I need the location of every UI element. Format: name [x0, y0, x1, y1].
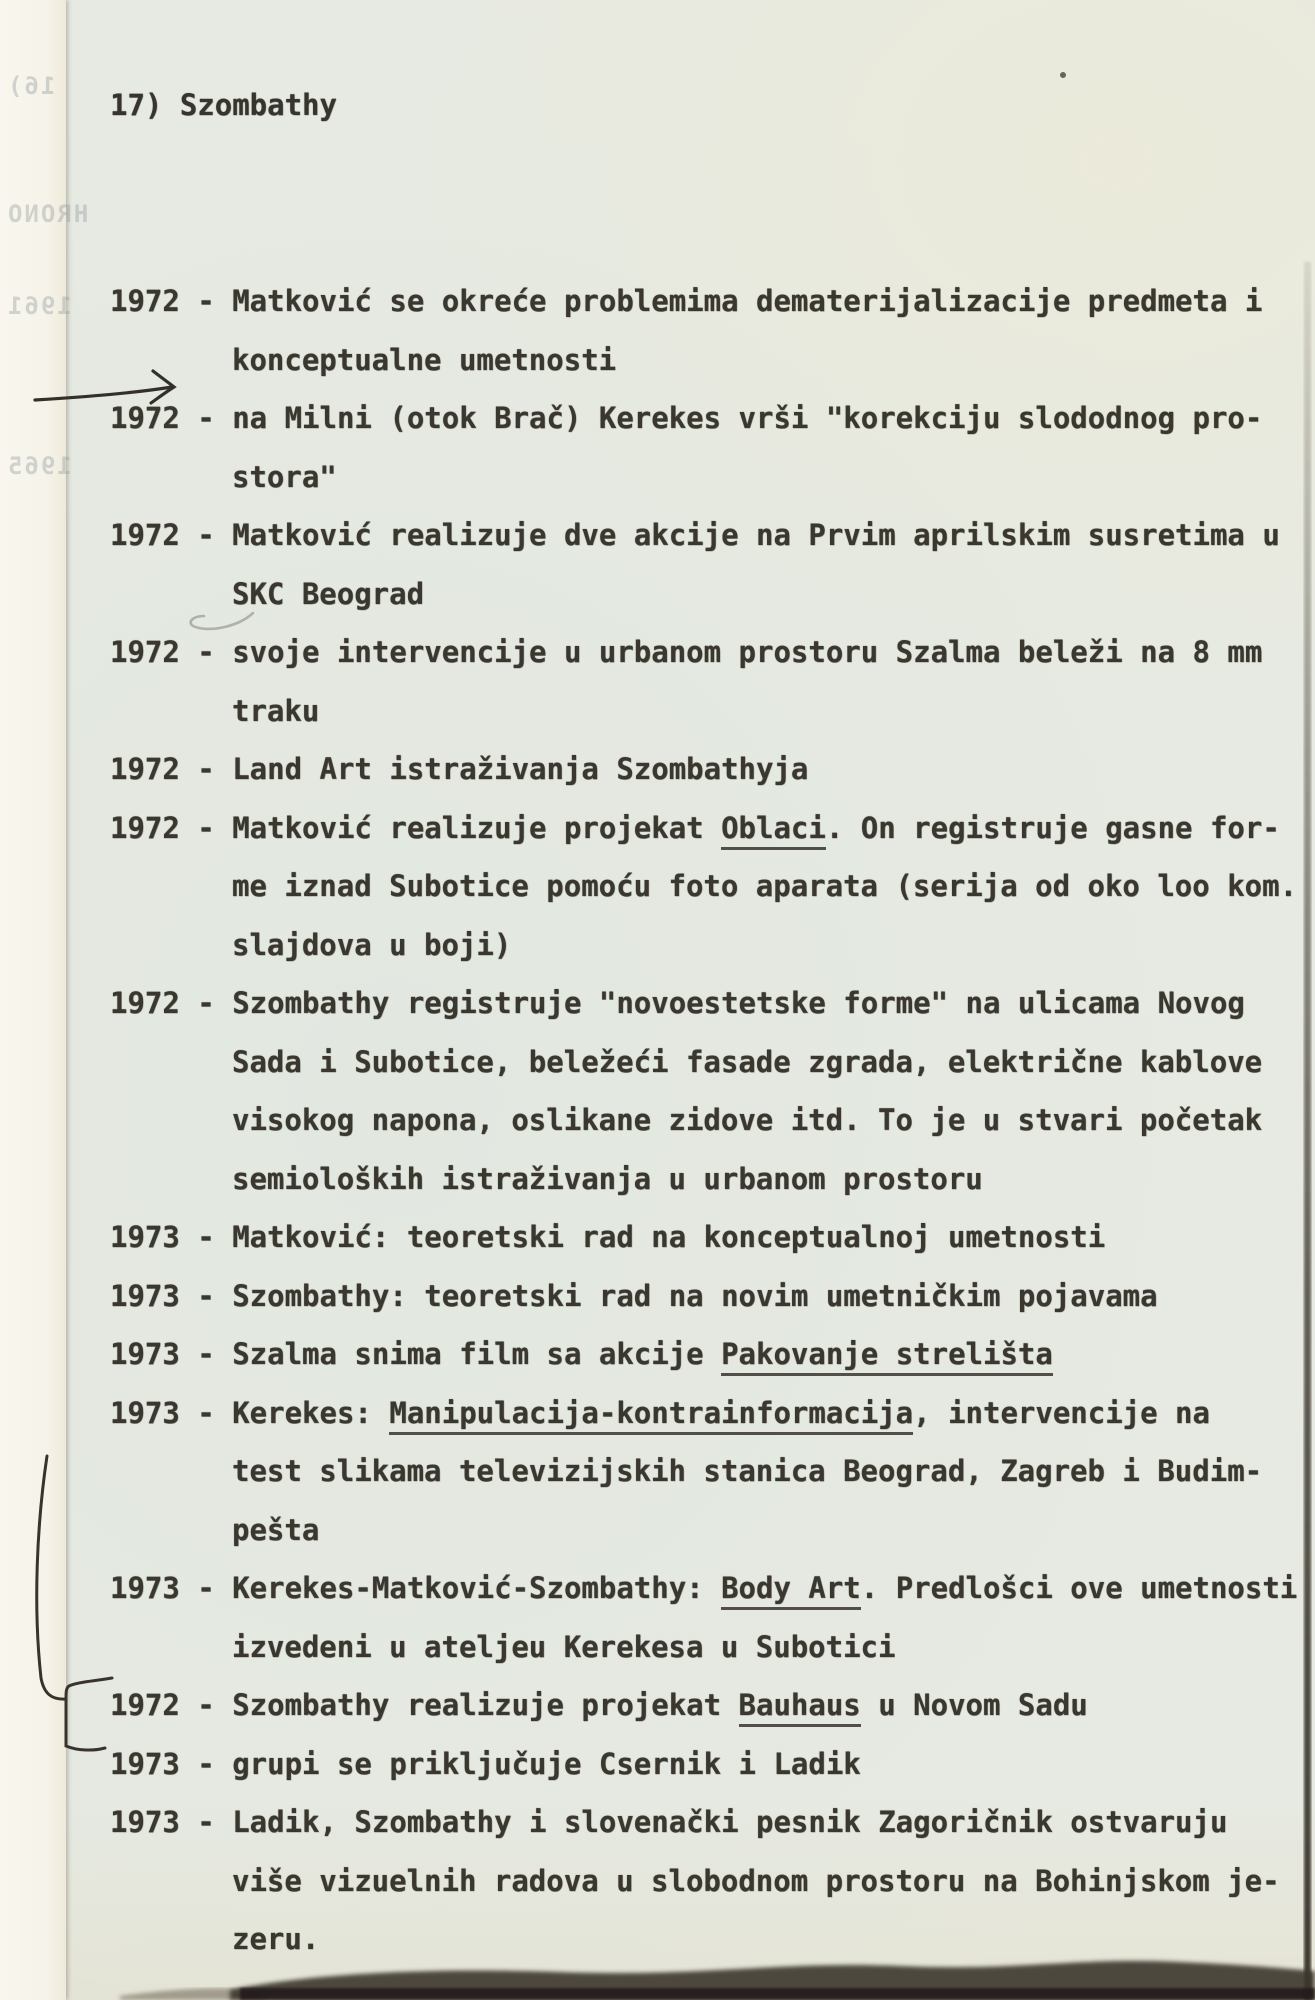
page-header: 17) Szombathy [110, 88, 337, 122]
entry-line [110, 1793, 1305, 1852]
entry-year: 1973 - [110, 1395, 233, 1430]
entry-text: Ladik, Szombathy i slovenački pesnik Zagoričnik ostvaruju [232, 1805, 1228, 1839]
entry-line [110, 1676, 1305, 1735]
entry-line [110, 974, 1305, 1033]
entry-text: semioloških istraživanja u urbanom prostoru [232, 1161, 983, 1196]
entry-continuation-line [110, 565, 1305, 624]
entry-text: u Novom Sadu [860, 1688, 1088, 1722]
entry-text: SKC Beograd [232, 576, 425, 611]
entry-text: Szalma snima film sa akcije [232, 1337, 722, 1371]
entry-text: Kerekes: [232, 1395, 390, 1430]
entry-continuation-line [110, 682, 1305, 741]
entry-year: 1973 - [110, 1220, 233, 1254]
underlined-title: Manipulacija-kontrainformacija [389, 1396, 913, 1435]
entry-text: me iznad Subotice pomoću foto aparata (serija od oko loo kom. [232, 869, 1298, 903]
entry-line [110, 799, 1305, 858]
entry-year: 1973 - [110, 1805, 233, 1839]
entry-line [110, 506, 1305, 565]
entry-text: , intervencije na [913, 1395, 1210, 1430]
right-scan-edge [1304, 262, 1311, 2000]
entry-text: grupi se priključuje Csernik i Ladik [232, 1746, 861, 1781]
entry-continuation-line [110, 1091, 1305, 1150]
bleed-through-text: 1965 [6, 452, 72, 480]
entry-text: Matković se okreće problemima dematerijalizacije predmeta i [232, 284, 1263, 318]
entry-text: stora" [232, 459, 337, 494]
entry-continuation-line [110, 1501, 1305, 1560]
entry-line [110, 1384, 1305, 1443]
entry-text: pešta [232, 1512, 320, 1547]
entry-year: 1972 - [110, 518, 233, 552]
entry-continuation-line [110, 1852, 1305, 1911]
entry-year: 1973 - [110, 1337, 233, 1371]
entry-year: 1972 - [110, 810, 233, 845]
entry-text: svoje intervencije u urbanom prostoru Szalma beleži na 8 mm [232, 635, 1263, 669]
entry-text: Matković realizuje projekat [232, 810, 722, 845]
entry-continuation-line [110, 1618, 1305, 1677]
entry-text: . Predlošci ove umetnosti [860, 1571, 1298, 1605]
underlined-title: Bauhaus [739, 1688, 861, 1727]
entry-text: Szombathy: teoretski rad na novim umetničkim pojavama [232, 1278, 1158, 1313]
entry-continuation-line [110, 1442, 1305, 1501]
entry-text: Matković realizuje dve akcije na Prvim aprilskim susretima u [232, 518, 1280, 552]
entry-text: konceptualne umetnosti [232, 342, 617, 377]
bleed-through-text: 1961 [6, 292, 72, 320]
entry-line [110, 272, 1305, 331]
ink-speck [1060, 72, 1066, 78]
entry-continuation-line [110, 448, 1305, 507]
chronology-list [110, 272, 1305, 1969]
entry-text: slajdova u boji) [232, 927, 512, 962]
entry-year: 1972 - [110, 1688, 233, 1722]
entry-year: 1973 - [110, 1571, 233, 1605]
entry-text: visokog napona, oslikane zidove itd. To je u stvari početak [232, 1103, 1263, 1137]
entry-year: 1972 - [110, 635, 233, 669]
entry-continuation-line [110, 331, 1305, 390]
entry-text: Matković: teoretski rad na konceptualnoj umetnosti [232, 1220, 1106, 1254]
entry-line [110, 623, 1305, 682]
bleed-through-text: HRONO [6, 200, 89, 228]
entry-text: zeru. [232, 1922, 320, 1956]
entry-text: Sada i Subotice, beležeći fasade zgrada, električne kablove [232, 1044, 1263, 1079]
entry-text: Land Art istraživanja Szombathyja [232, 752, 809, 786]
entry-text: Szombathy realizuje projekat [232, 1688, 739, 1722]
underlined-title: Oblaci [721, 811, 826, 850]
entry-year: 1973 - [110, 1746, 233, 1781]
entry-year: 1972 - [110, 986, 233, 1020]
entry-continuation-line [110, 916, 1305, 975]
entry-continuation-line [110, 857, 1305, 916]
bleed-through-text: 16) [6, 72, 56, 100]
entry-line [110, 1208, 1305, 1267]
entry-line [110, 740, 1305, 799]
entry-text: test slikama televizijskih stanica Beograd, Zagreb i Budim- [232, 1454, 1263, 1488]
entry-continuation-line [110, 1150, 1305, 1209]
entry-text: Kerekes-Matković-Szombathy: [232, 1571, 722, 1605]
entry-text: izvedeni u ateljeu Kerekesa u Subotici [232, 1629, 896, 1664]
entry-continuation-line [110, 1910, 1305, 1969]
entry-text: . On registruje gasne for- [825, 810, 1280, 845]
entry-text: više vizuelnih radova u slobodnom prostoru na Bohinjskom je- [232, 1863, 1280, 1898]
entry-line [110, 1735, 1305, 1794]
entry-text: traku [232, 693, 320, 728]
entry-line [110, 389, 1305, 448]
underlined-title: Body Art [721, 1571, 861, 1610]
entry-year: 1972 - [110, 401, 233, 435]
page-gutter-shadow [66, 72, 76, 1500]
entry-continuation-line [110, 1033, 1305, 1092]
entry-text: na Milni (otok Brač) Kerekes vrši "korekciju slododnog pro- [232, 401, 1263, 435]
entry-line [110, 1267, 1305, 1326]
entry-line [110, 1325, 1305, 1384]
underlined-title: Pakovanje strelišta [721, 1337, 1053, 1376]
entry-year: 1972 - [110, 752, 233, 786]
entry-line [110, 1559, 1305, 1618]
entry-year: 1972 - [110, 284, 233, 318]
entry-text: Szombathy registruje "novoestetske forme" na ulicama Novog [232, 986, 1245, 1020]
entry-year: 1973 - [110, 1278, 233, 1313]
